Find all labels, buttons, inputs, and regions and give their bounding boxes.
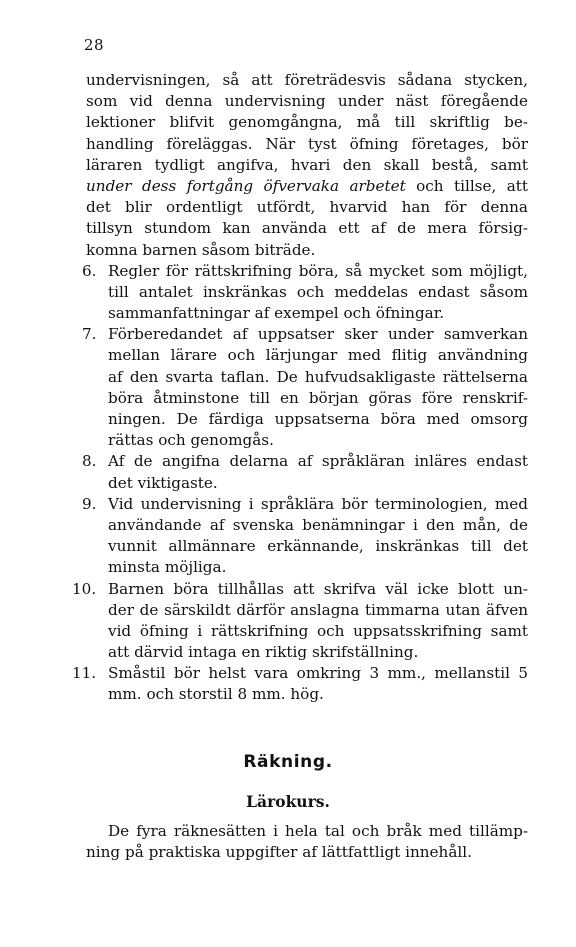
text-line: tillsyn stundom kan använda ett af de mera försig- [86, 219, 528, 238]
text-line: ningen. De färdiga uppsatserna böra med omsorg [108, 410, 528, 428]
text-line: De fyra räknesätten i hela tal och bråk med tillämp- [108, 822, 528, 840]
text-line: mellan lärare och lärjungar med flitig användning [108, 346, 528, 365]
item-number: 6. [82, 261, 97, 280]
text-line: lektioner blifvit genomgångna, må till skriftlig be- [86, 113, 528, 132]
text-segment: Förberedandet af uppsatser sker under samverkan [108, 325, 528, 344]
text-segment: Vid undervisning i språklära bör terminologien, med [108, 494, 528, 513]
text-line [72, 579, 528, 600]
item-number: 7. [82, 325, 97, 344]
italic-phrase: under dess fortgång öfvervaka arbetet [86, 176, 406, 195]
text-line: minsta möjliga. [108, 558, 227, 577]
list-item [72, 579, 528, 664]
text-line: att därvid intaga en riktig skrifställning. [108, 643, 419, 662]
text-line: ning på praktiska uppgifter af lättfattligt innehåll. [86, 843, 472, 862]
text-line: böra åtminstone till en början göras före renskrif- [108, 388, 528, 407]
body-text [72, 70, 528, 706]
text-line-with-italic [86, 176, 528, 197]
section-title: Räkning. [243, 752, 333, 772]
text-segment: Småstil bör helst vara omkring 3 mm., mellanstil 5 [108, 664, 528, 683]
list-item [72, 663, 528, 705]
text-line: användande af svenska benämningar i den mån, de [108, 515, 528, 534]
text-line: läraren tydligt angifva, hvari den skall bestå, samt [86, 155, 528, 174]
list-item [82, 261, 528, 325]
item-number: 11. [72, 664, 97, 683]
text-line [82, 261, 528, 282]
intro-paragraph [86, 70, 528, 261]
text-line: som vid denna undervisning under näst föregående [86, 92, 528, 111]
page-number: 28 [84, 36, 105, 54]
item-number: 8. [82, 452, 97, 471]
list-item [82, 324, 528, 451]
text-line: till antalet inskränkas och meddelas endast såsom [108, 282, 528, 301]
text-line: rättas och genomgås. [108, 431, 274, 450]
text-line [82, 451, 528, 472]
text-line: komna barnen såsom biträde. [86, 240, 316, 259]
text-line [82, 324, 528, 345]
text-line: mm. och storstil 8 mm. hög. [108, 685, 324, 704]
list-item [82, 451, 528, 493]
list-item [82, 494, 528, 579]
text-segment: Af de angifna delarna af språkläran inläres endast [108, 452, 528, 471]
text-line: det viktigaste. [108, 473, 218, 492]
text-line: vid öfning i rättskrifning och uppsatsskrifning samt [108, 621, 528, 640]
item-number: 10. [72, 579, 97, 598]
text-line: sammanfattningar af exempel och öfningar. [108, 304, 445, 323]
text-line: det blir ordentligt utfördt, hvarvid han för denna [86, 198, 528, 217]
text-line: der de särskildt därför anslagna timmarna utan äfven [108, 600, 528, 619]
text-segment: Regler för rättskrifning böra, så mycket som möjligt, [108, 261, 528, 280]
item-number: 9. [82, 494, 97, 513]
text-line [82, 494, 528, 515]
curriculum-paragraph [86, 821, 528, 863]
text-line: af den svarta taflan. De hufvudsakligaste rättelserna [108, 367, 528, 386]
text-segment: och tillse, att [405, 176, 528, 195]
text-line: undervisningen, så att företrädesvis sådana stycken, [86, 71, 528, 89]
text-line: vunnit allmännare erkännande, inskränkas till det [108, 537, 528, 556]
text-line [72, 663, 528, 684]
subsection-title: Lärokurs. [246, 792, 330, 811]
text-line: handling föreläggas. När tyst öfning företages, bör [86, 134, 528, 153]
text-segment: Barnen böra tillhållas att skrifva väl icke blott un- [108, 579, 528, 598]
